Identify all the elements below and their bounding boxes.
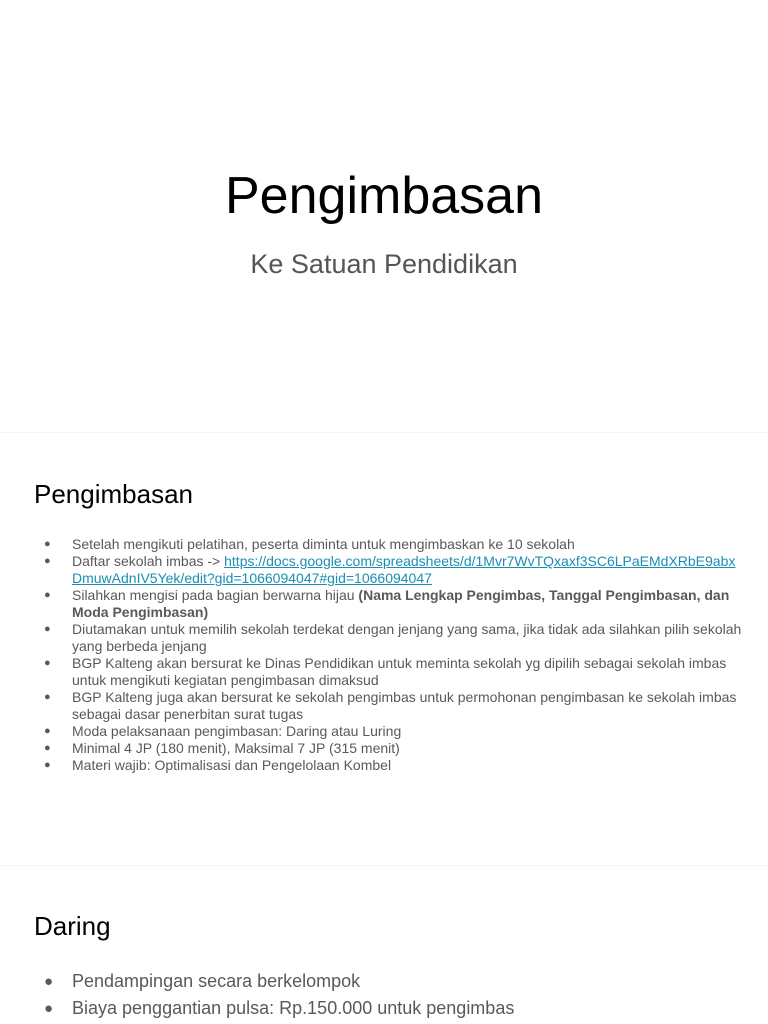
slide-subtitle: Ke Satuan Pendidikan [250, 249, 518, 279]
bullet-icon: ● [44, 973, 54, 990]
bullet-icon: ● [44, 1000, 54, 1017]
list-item-bold-text: (Nama Lengkap Pengimbas, Tanggal Pengimbasan, dan Moda Pengimbasan) [72, 587, 730, 620]
bullet-icon: ● [44, 691, 51, 703]
bullet-icon: ● [44, 538, 51, 550]
bullet-list [44, 968, 744, 1022]
list-item [44, 740, 744, 757]
slide-title: Pengimbasan [225, 167, 543, 225]
daring-slide [0, 866, 768, 1024]
list-item-text: Silahkan mengisi pada bagian berwarna hijau [72, 587, 359, 603]
bullet-icon: ● [44, 555, 51, 567]
list-item [44, 723, 744, 740]
list-item-text: BGP Kalteng akan bersurat ke Dinas Pendidikan untuk meminta sekolah yg dipilih sebagai sekolah imbas untuk mengikuti kegiatan pengimbasan dimaksud [72, 655, 727, 688]
list-item [44, 995, 744, 1022]
list-item-text: Setelah mengikuti pelatihan, peserta diminta untuk mengimbaskan ke 10 sekolah [72, 536, 575, 552]
pengimbasan-slide [0, 433, 768, 865]
bullet-icon: ● [44, 725, 51, 737]
list-item-text: Minimal 4 JP (180 menit), Maksimal 7 JP (315 menit) [72, 740, 400, 756]
list-item [44, 757, 744, 774]
spreadsheet-link[interactable]: https://docs.google.com/spreadsheets/d/1Mvr7WvTQxaxf3SC6LPaEMdXRbE9abxDmuwAdnIV5Yek/edit?gid=1066094047#gid=1066094047 [72, 553, 736, 586]
bullet-list [44, 536, 744, 774]
bullet-icon: ● [44, 657, 51, 669]
list-item-text: Daftar sekolah imbas -> [72, 553, 225, 569]
slide-heading: Daring [34, 911, 111, 941]
bullet-icon: ● [44, 623, 51, 635]
list-item [44, 621, 744, 655]
list-item-text: Materi wajib: Optimalisasi dan Pengelolaan Kombel [72, 757, 392, 773]
title-slide [0, 0, 768, 432]
bullet-icon: ● [44, 759, 51, 771]
list-item-text: BGP Kalteng juga akan bersurat ke sekolah pengimbas untuk permohonan pengimbasan ke sekolah imbas sebagai dasar penerbitan surat tugas [72, 689, 737, 722]
slide-heading: Pengimbasan [34, 479, 193, 509]
list-item-text: Diutamakan untuk memilih sekolah terdekat dengan jenjang yang sama, jika tidak ada silahkan pilih sekolah yang berbeda jenjang [72, 621, 742, 654]
list-item [44, 536, 744, 553]
list-item [44, 689, 744, 723]
list-item-text: Pendampingan secara berkelompok [72, 971, 361, 991]
list-item [44, 587, 744, 621]
list-item-text: Biaya penggantian pulsa: Rp.150.000 untuk pengimbas [72, 998, 515, 1018]
list-item [44, 655, 744, 689]
bullet-icon: ● [44, 742, 51, 754]
list-item [44, 968, 744, 995]
bullet-icon: ● [44, 589, 51, 601]
list-item [44, 553, 744, 587]
list-item-text: Moda pelaksanaan pengimbasan: Daring atau Luring [72, 723, 402, 739]
